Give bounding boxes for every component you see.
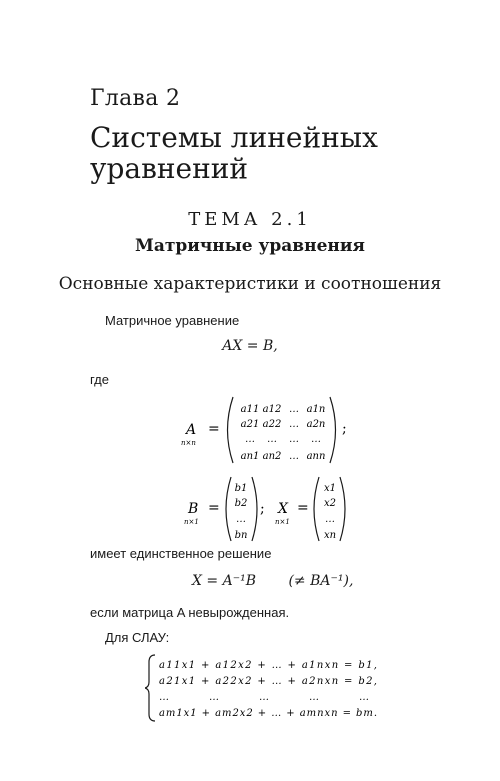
matrix-a-entry: …: [311, 434, 321, 445]
matrix-a-entry: a21: [240, 419, 260, 430]
matrix-a-entries: [241, 404, 326, 462]
x-left-paren: [314, 477, 319, 541]
matrix-a-block: [170, 394, 370, 466]
where-text: где: [90, 372, 109, 387]
matrix-a-entry: …: [289, 419, 299, 430]
matrix-b-name: B: [188, 501, 199, 517]
system-row: a21x1 + a22x2 + … + a2nxn = b2,: [159, 676, 377, 687]
matrix-a-entry: an2: [262, 451, 282, 462]
equals-sign-x: =: [297, 500, 309, 516]
matrix-b-entry: bn: [234, 530, 248, 541]
slau-text: Для СЛАУ:: [105, 630, 170, 645]
subsection-title: Основные характеристики и соотношения: [58, 274, 442, 294]
matrix-x-entry: x2: [323, 498, 337, 509]
system-row: a11x1 + a12x2 + … + a1nxn = b1,: [159, 660, 377, 671]
matrix-a-entry: a2n: [306, 419, 326, 430]
left-paren: [228, 397, 234, 463]
matrix-a-entry: …: [289, 451, 299, 462]
system-row: … … … … …: [159, 692, 369, 703]
matrix-a-entry: a11: [240, 404, 260, 415]
system-row: am1x1 + am2x2 + … + amnxn = bm.: [159, 708, 377, 719]
matrix-a-dims: n×n: [181, 439, 196, 447]
matrix-a-name: A: [186, 422, 197, 438]
linear-system: [145, 652, 380, 724]
matrix-b-entry: b2: [234, 498, 248, 509]
matrix-a-entry: …: [245, 434, 255, 445]
matrix-x-entry: …: [325, 514, 335, 525]
matrix-x-dims: n×1: [275, 518, 290, 526]
tema-label: ТЕМА 2.1: [188, 209, 312, 230]
matrix-b-entries: [235, 483, 248, 541]
x-right-paren: [340, 477, 345, 541]
matrix-a-entry: …: [267, 434, 277, 445]
solution-note: (≠ BA⁻¹),: [288, 573, 354, 589]
separator-semicolon: ;: [260, 501, 265, 517]
matrix-x-name: X: [278, 501, 288, 517]
matrix-b-entry: b1: [234, 483, 248, 494]
matrix-a-entry: a1n: [306, 404, 326, 415]
semicolon: ;: [342, 421, 347, 437]
equals-sign-b: =: [208, 500, 220, 516]
matrix-x-entries: [324, 483, 336, 541]
matrix-x-entry: xn: [323, 530, 337, 541]
intro-text: Матричное уравнение: [105, 313, 240, 328]
equals-sign: =: [208, 421, 220, 437]
matrix-b-dims: n×1: [184, 518, 199, 526]
system-rows: [159, 660, 377, 719]
matrix-a-entry: a22: [262, 419, 282, 430]
matrix-a-entry: …: [289, 434, 299, 445]
chapter-title: Системы линейных уравнений: [90, 121, 378, 185]
condition-text: если матрица A невырожденная.: [90, 605, 290, 620]
solution-equation: X = A⁻¹B: [192, 573, 256, 589]
system-brace: [145, 655, 155, 721]
solution-equation-line: [192, 573, 353, 589]
b-left-paren: [226, 477, 231, 541]
topic-title: Матричные уравнения: [135, 236, 365, 256]
chapter-label: Глава 2: [90, 86, 181, 111]
matrix-a-entry: ann: [306, 451, 326, 462]
matrix-equation: AX = B,: [222, 338, 278, 354]
matrix-a-entry: …: [289, 404, 299, 415]
right-paren: [330, 397, 336, 463]
matrix-bx-block: [180, 474, 380, 544]
matrix-b-entry: …: [236, 514, 246, 525]
matrix-a-entry: a12: [262, 404, 282, 415]
matrix-a-entry: an1: [240, 451, 260, 462]
matrix-x-entry: x1: [323, 483, 337, 494]
b-right-paren: [252, 477, 257, 541]
unique-solution-text: имеет единственное решение: [90, 546, 272, 561]
